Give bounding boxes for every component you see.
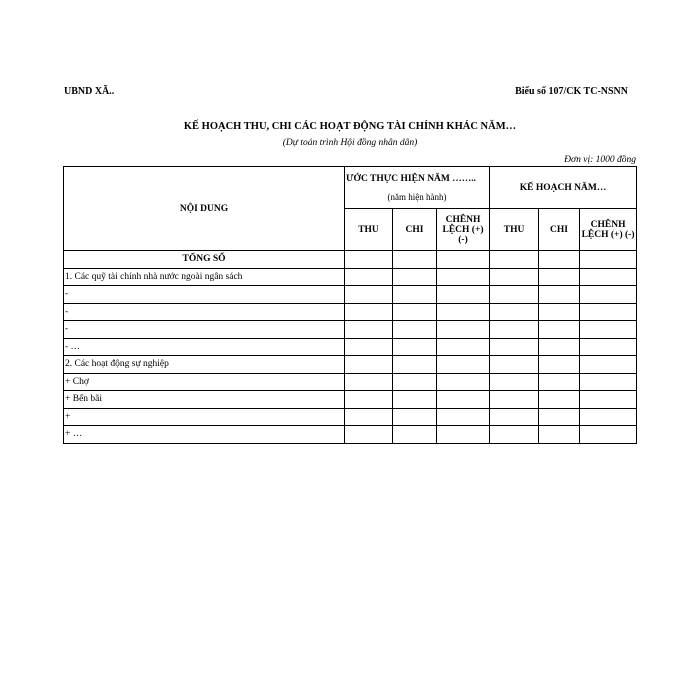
table-cell [539,251,580,269]
table-cell [580,268,637,286]
table-row [64,268,637,286]
table-row [64,321,637,339]
table-cell [393,321,437,339]
row-label: + Chợ [64,373,345,391]
table-cell [580,251,637,269]
form-number: Biểu số 107/CK TC-NSNN [515,86,628,97]
table-cell [490,321,539,339]
col-header-content: NỘI DUNG [64,167,345,251]
table-cell [437,268,490,286]
table-cell [393,251,437,269]
table-row [64,338,637,356]
table-cell [490,286,539,304]
table-cell [580,408,637,426]
table-cell [345,251,393,269]
table-cell [345,321,393,339]
table-row [64,426,637,444]
table-cell [490,356,539,374]
budget-table [63,166,637,444]
estimate-label: ƯỚC THỰC HIỆN NĂM …….. [346,173,477,184]
table-cell [539,338,580,356]
table-cell [437,373,490,391]
table-cell [345,373,393,391]
table-cell [539,268,580,286]
table-cell [393,303,437,321]
row-label: + … [64,426,345,444]
table-row [64,251,637,269]
table-cell [580,338,637,356]
sub-header-diff: CHÊNH LỆCH (+) (-) [580,209,637,251]
table-row [64,391,637,409]
table-cell [345,338,393,356]
table-cell [539,408,580,426]
table-cell [437,286,490,304]
table-cell [345,268,393,286]
table-cell [345,391,393,409]
table-cell [539,426,580,444]
table-cell [539,303,580,321]
estimate-note: (năm hiện hành) [387,191,447,202]
table-cell [539,373,580,391]
sub-header-thu: THU [490,209,539,251]
table-cell [580,426,637,444]
table-cell [437,426,490,444]
row-label: 1. Các quỹ tài chính nhà nước ngoài ngân sách [64,268,345,286]
table-cell [490,303,539,321]
organization-label: UBND XÃ.. [64,86,115,97]
sub-header-thu: THU [345,209,393,251]
page-title: KẾ HOẠCH THU, CHI CÁC HOẠT ĐỘNG TÀI CHÍNH KHÁC NĂM… [183,121,517,132]
table-cell [437,251,490,269]
table-row [64,356,637,374]
table-cell [437,338,490,356]
table-cell [393,391,437,409]
table-cell [393,338,437,356]
table-cell [437,356,490,374]
table-cell [345,408,393,426]
table-cell [490,408,539,426]
table-cell [539,356,580,374]
table-cell [539,391,580,409]
table-cell [539,321,580,339]
sub-header-chi: CHI [539,209,580,251]
row-label: + Bến bãi [64,391,345,409]
table-row [64,286,637,304]
table-cell [393,373,437,391]
table-cell [580,356,637,374]
table-cell [345,356,393,374]
sub-header-chi: CHI [393,209,437,251]
row-label: - [64,303,345,321]
table-cell [580,303,637,321]
table-cell [580,373,637,391]
table-row [64,373,637,391]
table-cell [437,408,490,426]
unit-label: Đơn vị: 1000 đồng [564,155,636,165]
table-row [64,303,637,321]
table-cell [345,303,393,321]
row-label: - [64,286,345,304]
table-cell [437,391,490,409]
table-cell [490,251,539,269]
row-label: TỔNG SỐ [64,251,345,269]
sub-header-diff: CHÊNH LỆCH (+) (-) [437,209,490,251]
row-label: - [64,321,345,339]
table-cell [437,303,490,321]
row-label: 2. Các hoạt động sự nghiệp [64,356,345,374]
table-cell [393,268,437,286]
row-label: + [64,408,345,426]
table-cell [580,286,637,304]
table-cell [393,426,437,444]
group-header-estimate [345,167,490,209]
table-cell [345,426,393,444]
table-cell [539,286,580,304]
table-cell [490,391,539,409]
table-cell [393,408,437,426]
table-cell [490,338,539,356]
table-cell [490,373,539,391]
table-cell [393,286,437,304]
table-cell [490,426,539,444]
table-cell [580,391,637,409]
table-cell [437,321,490,339]
table-row [64,408,637,426]
table-cell [490,268,539,286]
table-cell [393,356,437,374]
table-cell [580,321,637,339]
page-subtitle: (Dự toán trình Hội đồng nhân dân) [282,138,418,148]
table-cell [345,286,393,304]
row-label: - … [64,338,345,356]
group-header-plan: KẾ HOẠCH NĂM… [490,167,637,209]
